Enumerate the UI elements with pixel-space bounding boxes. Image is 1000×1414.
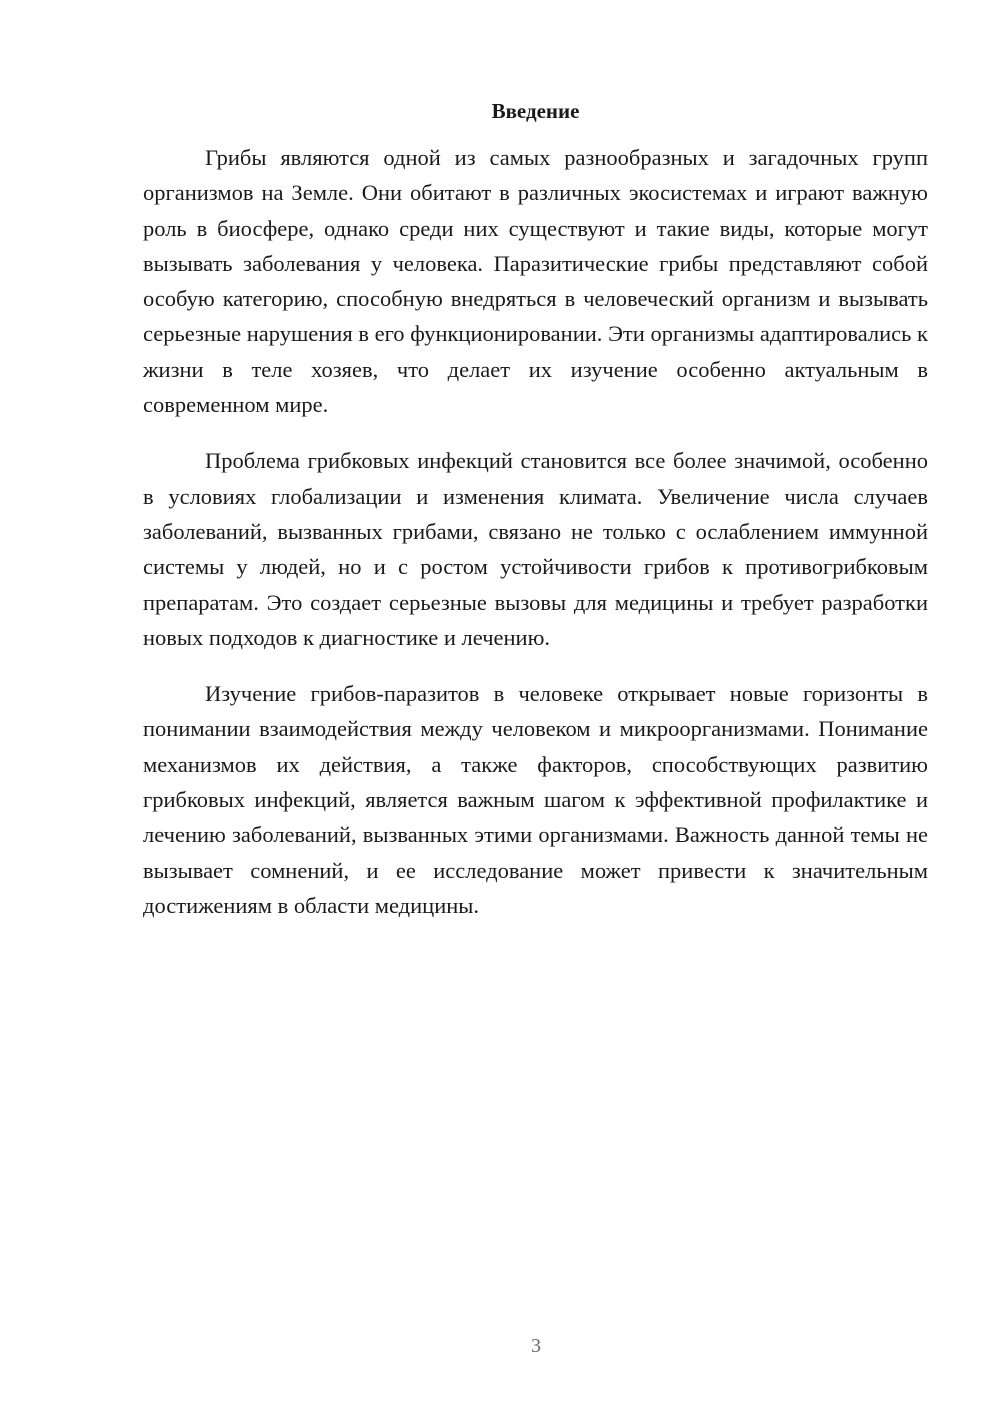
- page-number: 3: [531, 1335, 541, 1357]
- paragraph-2: Проблема грибковых инфекций становится все более значимой, особенно в условиях глобализации и изменения климата. Увеличение числа случаев заболеваний, вызванных грибами, связано не только с ослаблением иммунной системы у людей, но и с ростом устойчивости грибов к противогрибковым препаратам. Это создает серьезные вызовы для медицины и требует разработки новых подходов к диагностике и лечению.: [143, 448, 928, 650]
- paragraph-3: Изучение грибов-паразитов в человеке открывает новые горизонты в понимании взаимодействия между человеком и микроорганизмами. Понимание механизмов их действия, а также факторов, способствующих развитию грибковых инфекций, является важным шагом к эффективной профилактике и лечению заболеваний, вызванных этими организмами. Важность данной темы не вызывает сомнений, и ее исследование может привести к значительным достижениям в области медицины.: [143, 681, 928, 918]
- page-body: [143, 96, 928, 944]
- section-heading: Введение: [491, 99, 580, 123]
- paragraph-1: Грибы являются одной из самых разнообразных и загадочных групп организмов на Земле. Они обитают в различных экосистемах и играют важную роль в биосфере, однако среди них существуют и такие виды, которые могут вызывать заболевания у человека. Паразитические грибы представляют собой особую категорию, способную внедряться в человеческий организм и вызывать серьезные нарушения в его функционировании. Эти организмы адаптировались к жизни в теле хозяев, что делает их изучение особенно актуальным в современном мире.: [143, 145, 928, 418]
